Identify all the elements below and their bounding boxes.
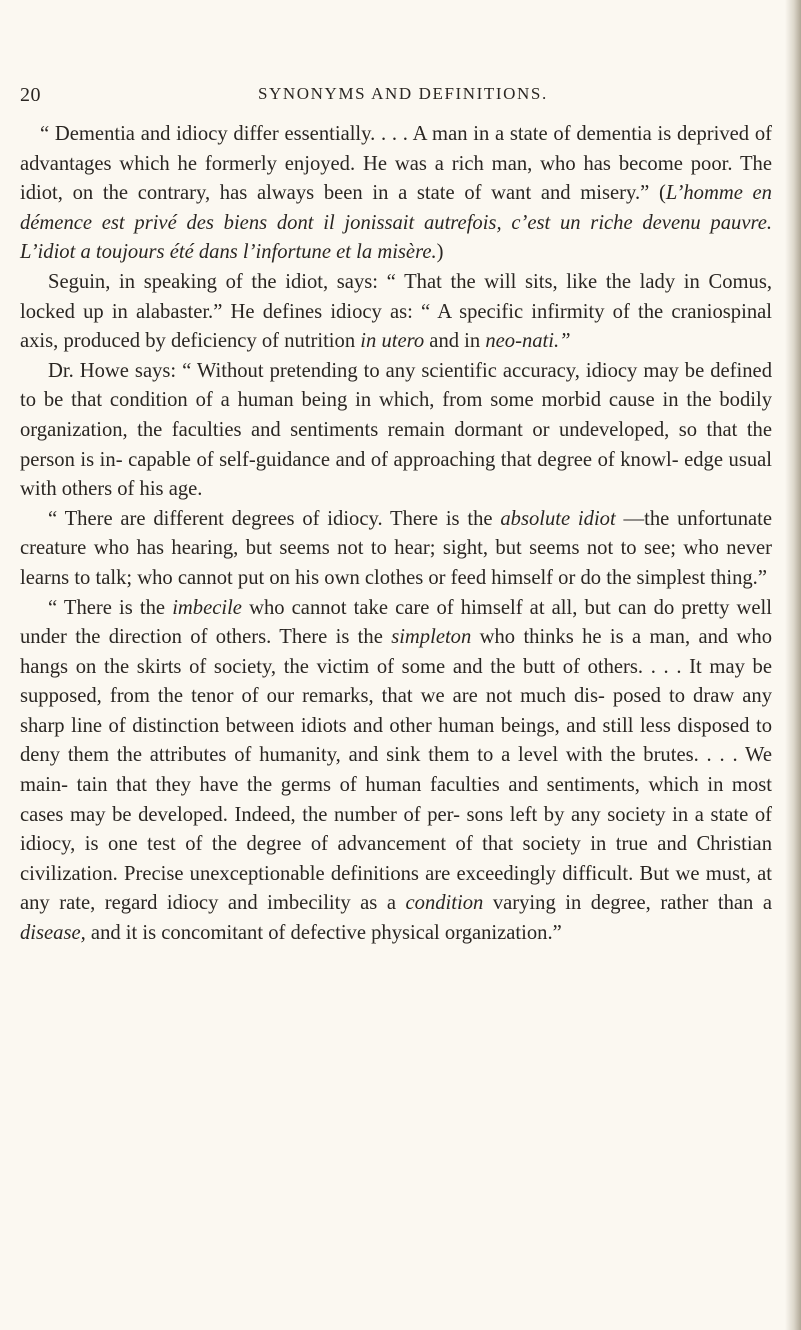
text-run: Dr. Howe says: “ Without pretending to any scientific accuracy, idiocy may be defined to be that condition of a human being in which, from some morbid cause in the bodily organization, the faculties and sentiments remain dormant or undeveloped, so that the person is in- capable of self-guidance and of approaching that degree of knowl- edge usual with others of his age. — [20, 359, 772, 501]
paragraph-imbecile — [20, 594, 772, 949]
text-run: “ There are different degrees of idiocy. There is the — [48, 507, 501, 530]
italic-term: simpleton — [391, 626, 472, 649]
body-text — [20, 120, 772, 949]
paragraph-degrees — [20, 505, 772, 594]
italic-term: condition — [405, 892, 484, 915]
text-run: and it is concomitant of defective physical organization.” — [85, 922, 562, 945]
text-run: Seguin, in speaking of the idiot, says: “ That the will sits, like the lady in Comus, locked up in alabaster.” He defines idiocy as: “ A specific infirmity of the craniospinal axis, produced by deficiency of nutrition — [20, 270, 772, 353]
text-run: “ Dementia and idiocy differ essentially. . . . A man in a state of dementia is deprived of advantages which he formerly enjoyed. He was a rich man, who has become poor. The idiot, on the contrary, has always been in a state of want and misery.” ( — [20, 123, 772, 205]
page-edge-shadow — [785, 0, 801, 1330]
page-header — [0, 84, 801, 112]
italic-term: disease, — [20, 922, 86, 945]
paragraph-dementia-quote — [20, 120, 772, 268]
paragraph-howe — [20, 357, 772, 505]
paragraph-seguin — [20, 268, 772, 357]
text-run: who thinks he is a man, and who hangs on the skirts of society, the victim of some and the butt of others. . . . It may be supposed, from the tenor of our remarks, that we are not much dis- posed to draw any sharp line of distinction between idiots and other human beings, and still less disposed to deny them the attributes of humanity, and sink them to a level with the brutes. . . . We main- tain that they have the germs of human faculties and sentiments, which in most cases may be developed. Indeed, the number of per- sons left by any society in a state of idiocy, is one test of the degree of advancement of that society in true and Christian civilization. Precise unexceptionable definitions are exceedingly difficult. But we must, at any rate, regard idiocy and imbecility as a — [20, 626, 772, 915]
page-number: 20 — [20, 84, 41, 106]
text-run: “ There is the — [48, 596, 173, 619]
italic-term: absolute idiot — [500, 507, 616, 530]
italic-term: in utero — [360, 330, 425, 353]
italic-term: imbecile — [172, 596, 242, 619]
running-head: SYNONYMS AND DEFINITIONS. — [258, 84, 548, 103]
french-quote: L’homme en démence est privé des biens dont il jonissait autrefois, c’est un riche devenu pauvre. L’idiot a toujours été dans l’infortune et la misère. — [20, 182, 772, 264]
italic-term: neo-nati.” — [485, 330, 571, 353]
text-run: and in — [424, 330, 486, 353]
text-run: who cannot take care of himself at all, but can do pretty well under the direction of others. There is the — [20, 596, 772, 649]
text-run: —the unfortunate creature who has hearing, but seems not to hear; sight, but seems not to see; who never learns to talk; who cannot put on his own clothes or feed himself or do the simplest thing.” — [20, 507, 772, 589]
text-run: varying in degree, rather than a — [483, 892, 772, 915]
text-run: ) — [436, 241, 444, 264]
